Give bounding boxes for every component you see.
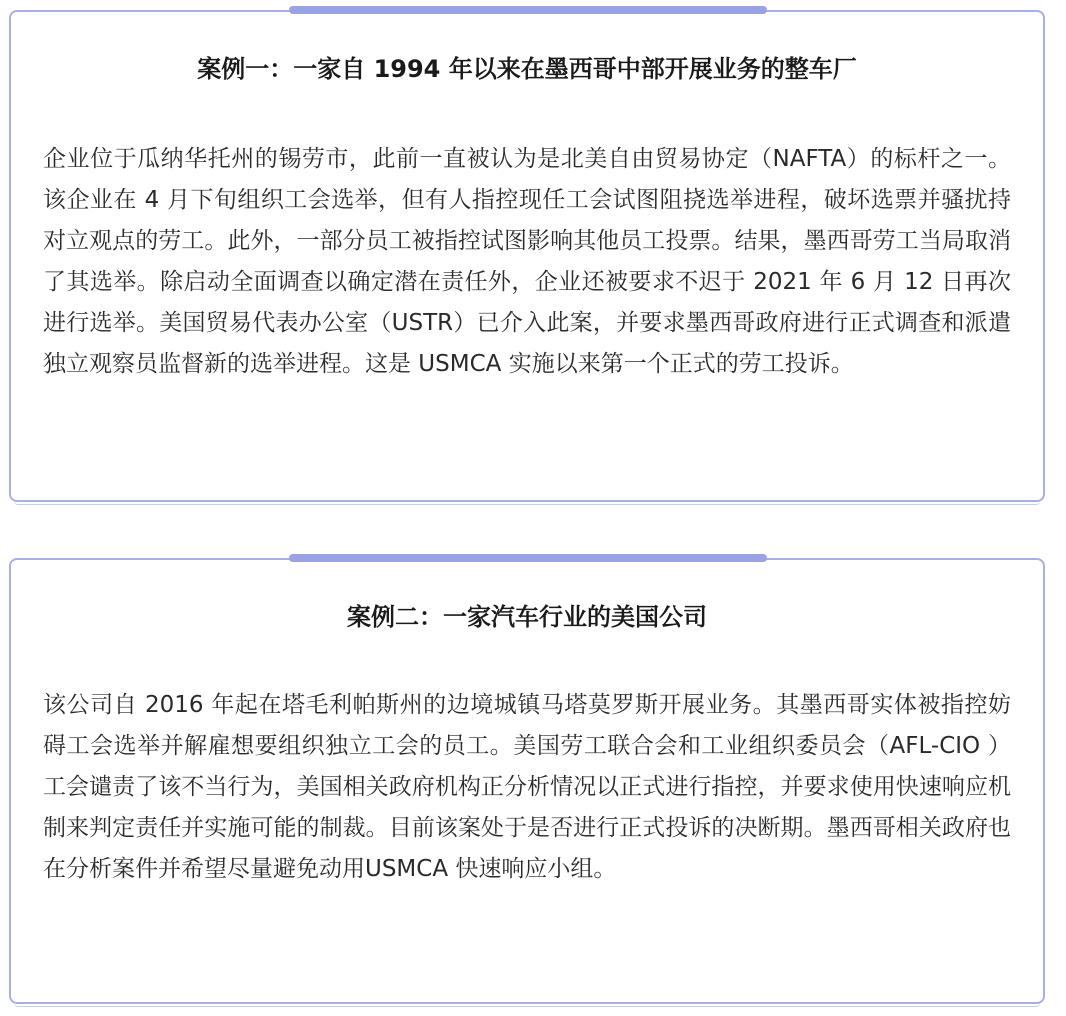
case-title: 案例二：一家汽车行业的美国公司 (347, 603, 707, 631)
case-body: 该公司自 2016 年起在塔毛利帕斯州的边境城镇马塔莫罗斯开展业务。其墨西哥实体被指控妨碍工会选举并解雇想要组织独立工会的员工。美国劳工联合会和工业组织委员会（AFL-CIO ）工会谴责了该不当行为，美国相关政府机构正分析情况以正式进行指控，并要求使用快速响应机制来判定责任并实施可能的制裁。目前该案处于是否进行正式投诉的决断期。墨西哥相关政府也在分析案件并希望尽量避免动用USMCA 快速响应小组。 (43, 692, 1011, 882)
case-card-2 (9, 558, 1045, 1004)
card-accent-bar (289, 554, 767, 562)
card-accent-bar (289, 6, 767, 14)
case-title: 案例一：一家自 1994 年以来在墨西哥中部开展业务的整车厂 (197, 55, 857, 83)
case-card-1 (9, 10, 1045, 502)
case-body: 企业位于瓜纳华托州的锡劳市，此前一直被认为是北美自由贸易协定（NAFTA）的标杆之一。该企业在 4 月下旬组织工会选举，但有人指控现任工会试图阻挠选举进程，破坏选票并骚扰持对立观点的劳工。此外，一部分员工被指控试图影响其他员工投票。结果，墨西哥劳工当局取消了其选举。除启动全面调查以确定潜在责任外，企业还被要求不迟于 2021 年 6 月 12 日再次进行选举。美国贸易代表办公室（USTR）已介入此案，并要求墨西哥政府进行正式调查和派遣独立观察员监督新的选举进程。这是 USMCA 实施以来第一个正式的劳工投诉。 (43, 146, 1011, 377)
